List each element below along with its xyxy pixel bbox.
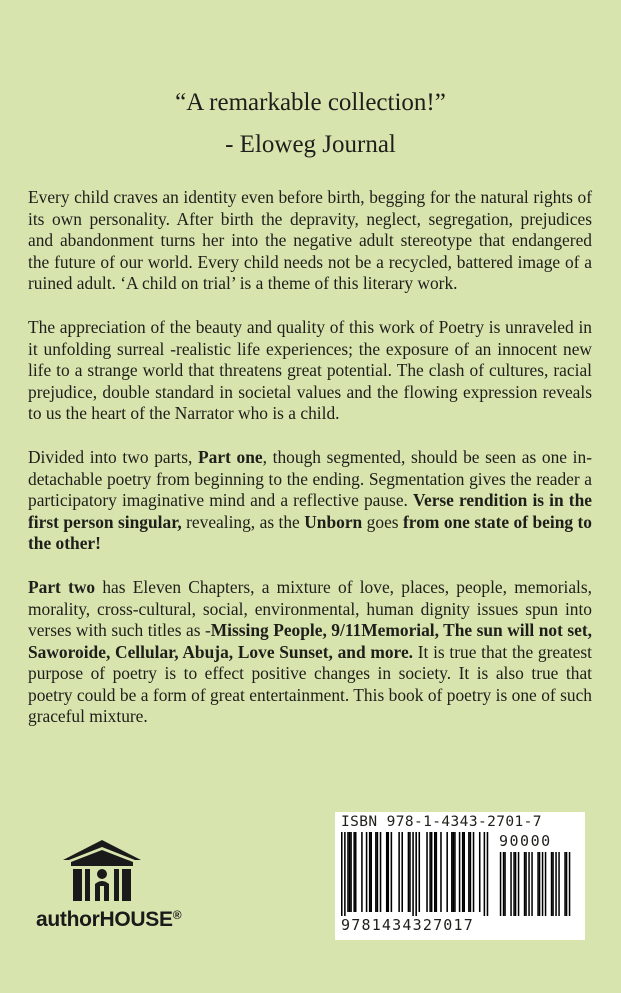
blurb [28,187,592,750]
barcode-bar [459,832,461,912]
barcode-bar [380,832,382,912]
barcode-bar [350,832,352,912]
barcode-addon-bar [515,852,517,916]
p3-bold-verse: Verse rendition is in the first person singular, [28,490,592,532]
barcode-bar [355,832,357,912]
p3-text-a: Divided into two parts, [28,446,199,467]
publisher-name: authorHOUSE® [36,908,182,931]
barcode-bar [440,832,442,912]
barcode-addon-bar [542,852,544,916]
publisher-logo [36,838,184,938]
barcode-bar [369,832,371,912]
barcode-bar [453,832,455,912]
barcode-addon-bar [524,852,526,916]
barcode-bar [377,832,379,912]
p4-bold-titles: Missing People, 9/11Memorial, The sun will not set, Saworoide, Cellular, Abuja, Love Sunset, and more. [28,620,593,662]
p4-text-d: It is true that the greatest purpose of poetry is to effect positive changes in society. It is also true that poetry could be a form of great entertainment. This book of poetry is one of such graceful mixture. [28,641,592,727]
barcode-addon-bar [558,852,560,916]
blurb-paragraph-1: Every child craves an identity even before birth, begging for the natural rights of its own personality. After birth the depravity, neglect, segregation, prejudices and abandonment turns her into the negative adult stereotype that endangered the future of our world. Every child needs not be a recycled, battered image of a ruined adult. ‘A child on trial’ is a theme of this literary work. [28,187,592,294]
p3-bold-state: from one state of being to the other! [28,511,593,554]
barcode-bar [344,832,346,916]
barcode-bar [484,832,486,916]
blurb-paragraph-2: The appreciation of the beauty and quality of this work of Poetry is unraveled in it unfolding surreal -realistic life experiences; the exposure of an innocent new life to a strange world that threatens great potential. The clash of cultures, racial prejudice, double standard in societal values and the flowing expression reveals to us the heart of the Narrator who is a child. [28,316,592,424]
barcode-bar [401,832,403,912]
barcode-addon-bar [537,852,539,916]
barcode-addon-bar [525,852,527,916]
barcode-digits: 9781434327017 [341,916,474,934]
barcode-bars [341,832,579,916]
barcode-bar [468,832,470,912]
barcode-bar [451,832,453,912]
barcode-bar [487,832,489,916]
barcode-addon-bar [566,852,568,916]
barcode-bar [398,832,400,912]
barcode-bar [470,832,472,912]
p4-text-b: has Eleven Chapters, a mixture of love, places, people, memorials, morality, cross-cultural, social, environmental, human dignity issues spun into verses with such titles as - [28,576,592,641]
barcode-addon-bar [539,852,541,916]
barcode-bar [391,832,393,912]
barcode-bar [388,832,390,912]
blurb-paragraph-3 [28,447,592,555]
barcode-bar [375,832,377,912]
isbn-label: ISBN 978-1-4343-2701-7 [341,814,542,830]
barcode-bar [463,832,465,912]
price-code: 90000 [499,832,552,850]
barcode-addon-bar [504,852,506,916]
barcode-bar [409,832,411,912]
isbn-barcode [335,812,585,940]
barcode-bar [370,832,372,912]
barcode-bar [347,832,349,912]
barcode-addon-bar [500,852,502,916]
barcode-bar [431,832,433,912]
barcode-bar [349,832,351,912]
barcode-addon-bar [528,852,530,916]
barcode-bar [434,832,436,912]
p3-text-e: revealing, as the [181,511,305,532]
barcode-addon-bar [531,852,533,916]
barcode-bar [462,832,464,912]
barcode-addon-bar [569,852,571,916]
barcode-bar [386,832,388,912]
barcode-addon-bar [518,852,520,916]
barcode-bar [341,832,343,916]
barcode-bar [419,832,421,912]
authorhouse-logo-icon [61,838,143,904]
p3-text-g: goes [362,511,403,532]
p3-bold-part-one: Part one [198,446,263,467]
barcode-bar [415,832,417,916]
barcode-addon-bar [551,852,553,916]
barcode-bar [353,832,355,912]
barcode-bar [454,832,456,912]
barcode-addon-bar [564,852,566,916]
barcode-bar [436,832,438,912]
barcode-addon-bar [555,852,557,916]
barcode-bar [429,832,431,912]
blurb-paragraph-4 [28,577,592,728]
barcode-bar [412,832,414,916]
review-source: - Eloweg Journal [225,131,396,158]
p3-bold-unborn: Unborn [304,511,363,532]
barcode-addon-bar [510,852,512,916]
barcode-addon-bar [513,852,515,916]
barcode-bar [426,832,428,912]
review-quote: “A remarkable collection!” [175,89,446,116]
p4-bold-part-two: Part two [28,576,96,597]
barcode-bar [446,832,448,912]
barcode-addon-bar [552,852,554,916]
barcode-addon-bar [545,852,547,916]
barcode-bar [479,832,481,912]
barcode-bar [361,832,363,912]
barcode-addon-bar [503,852,505,916]
p3-text-c: , though segmented, should be seen as one in-detachable poetry from beginning to the ending. Segmentation gives the reader a participatory imaginative mind and a reflective pause. [28,446,593,511]
barcode-bar [408,832,410,912]
barcode-bar [366,832,368,912]
barcode-bar [473,832,475,912]
